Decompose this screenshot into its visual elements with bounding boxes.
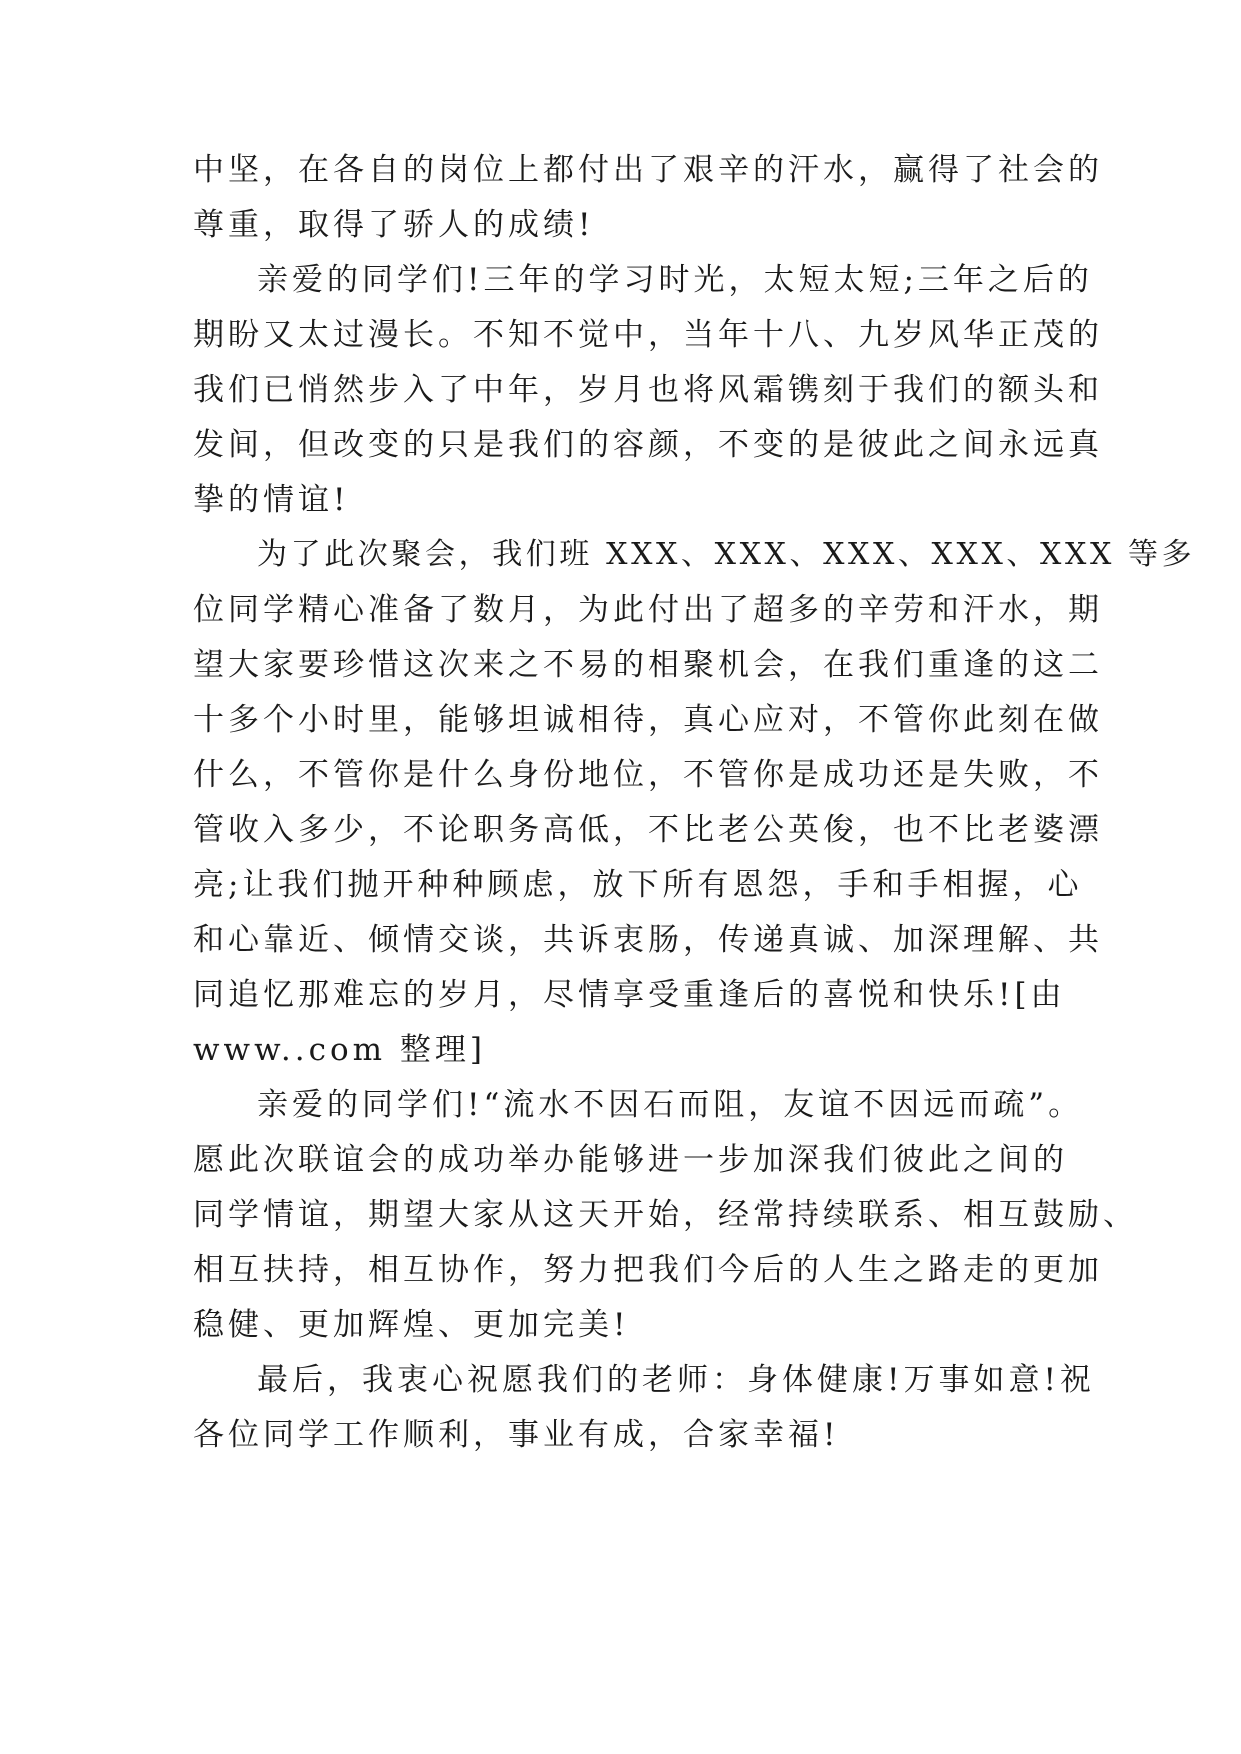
text-line: 十多个小时里，能够坦诚相待，真心应对，不管你此刻在做 xyxy=(193,702,1103,738)
text-line: 挚的情谊! xyxy=(193,482,350,518)
text-line: www..com 整理] xyxy=(193,1032,487,1068)
text-line: 各位同学工作顺利，事业有成，合家幸福! xyxy=(193,1417,840,1453)
text-line: 发间，但改变的只是我们的容颜，不变的是彼此之间永远真 xyxy=(193,427,1103,463)
text-line: 稳健、更加辉煌、更加完美! xyxy=(193,1307,630,1343)
text-line: 亮;让我们抛开种种顾虑，放下所有恩怨，手和手相握，心 xyxy=(193,867,1083,903)
paragraph-first-line: 为了此次聚会，我们班 XXX、XXX、XXX、XXX、XXX 等多 xyxy=(257,537,1196,572)
text-line: 什么，不管你是什么身份地位，不管你是成功还是失败，不 xyxy=(193,757,1103,793)
text-line: 和心靠近、倾情交谈，共诉衷肠，传递真诚、加深理解、共 xyxy=(193,922,1103,958)
text-line: 同追忆那难忘的岁月，尽情享受重逢后的喜悦和快乐![由 xyxy=(193,977,1066,1013)
paragraph-first-line: 亲爱的同学们!“流水不因石而阻，友谊不因远而疏”。 xyxy=(257,1087,1084,1123)
text-line: 管收入多少，不论职务高低，不比老公英俊，也不比老婆漂 xyxy=(193,812,1103,848)
text-line: 同学情谊，期望大家从这天开始，经常持续联系、相互鼓励、 xyxy=(193,1197,1138,1233)
text-line: 中坚，在各自的岗位上都付出了艰辛的汗水，赢得了社会的 xyxy=(193,152,1103,188)
text-line: 愿此次联谊会的成功举办能够进一步加深我们彼此之间的 xyxy=(193,1142,1068,1178)
text-line: 尊重，取得了骄人的成绩! xyxy=(193,207,595,243)
text-line: 相互扶持，相互协作，努力把我们今后的人生之路走的更加 xyxy=(193,1252,1103,1288)
paragraph-first-line: 最后，我衷心祝愿我们的老师：身体健康!万事如意!祝 xyxy=(257,1362,1095,1398)
text-line: 望大家要珍惜这次来之不易的相聚机会，在我们重逢的这二 xyxy=(193,647,1103,683)
text-line: 我们已悄然步入了中年，岁月也将风霜镌刻于我们的额头和 xyxy=(193,372,1103,408)
text-line: 位同学精心准备了数月，为此付出了超多的辛劳和汗水，期 xyxy=(193,592,1103,628)
paragraph-first-line: 亲爱的同学们!三年的学习时光，太短太短;三年之后的 xyxy=(257,262,1093,298)
text-line: 期盼又太过漫长。不知不觉中，当年十八、九岁风华正茂的 xyxy=(193,317,1103,353)
